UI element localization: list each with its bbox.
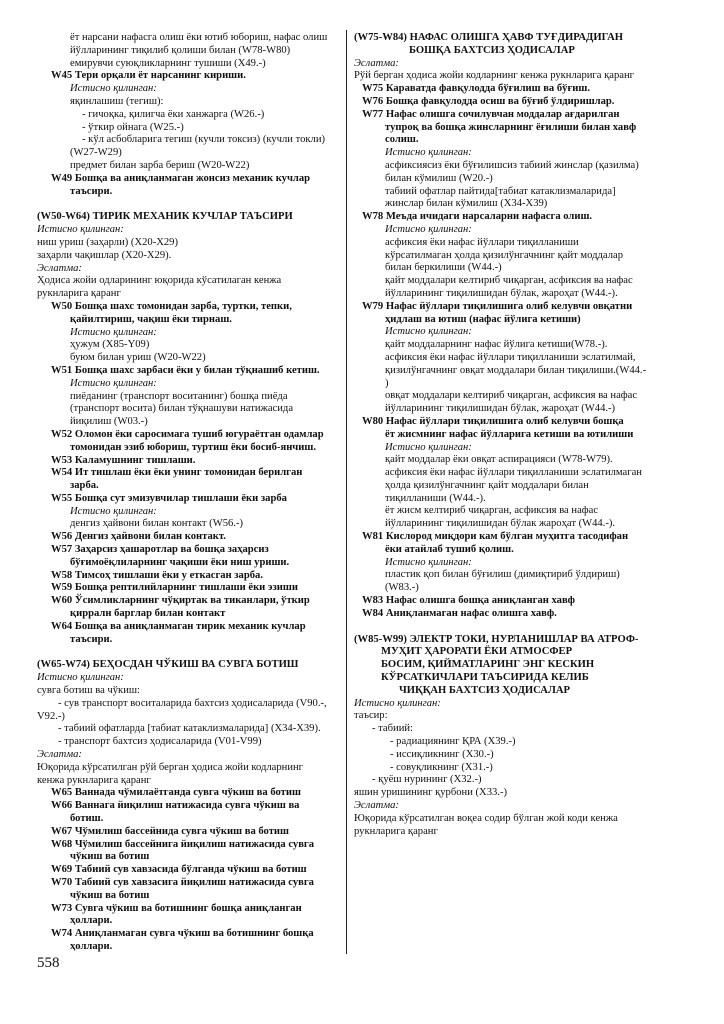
right-text-line: қайт моддалар ёки овқат аспирацияси (W78-W79). (385, 454, 613, 466)
left-text-line: яқинлашиш (тегиш): (70, 95, 164, 107)
left-code-entry-line: W60 Ўсимликларнинг чўқиртак ва тиканлари, ўткир (51, 595, 310, 607)
right-code-entry-line: W78 Меъда ичидаги нарсаларни нафасга олиш. (362, 211, 593, 223)
left-code-entry-line: W52 Оломон ёки саросимага тушиб югураётган одамлар (51, 428, 324, 440)
left-note-label-line: Истисно қилинган: (70, 326, 157, 338)
section-spacer (37, 198, 337, 211)
right-text-line: таъсир: (354, 710, 388, 722)
right-text-line: овқат моддалари келтириб чиқарган, асфиксия ва нафас (385, 390, 638, 402)
left-text-line: рукнларига қаранг (37, 288, 121, 300)
right-code-entry-line: тупроқ ва бошқа жинсларнинг ёғилиши билан хавф (385, 121, 637, 133)
right-text-line: қайт моддаларнинг нафас йўлига кетиши(W78.-). (385, 339, 608, 351)
left-text-line: V92.-) (37, 710, 65, 722)
left-code-entry-line: W70 Табиий сув хавзасига йиқилиш натижасида сувга (51, 877, 314, 888)
right-note-label-line: Эслатма: (354, 57, 399, 69)
right-text-line: қизилўнгачнинг овқат моддалари билан тиқилиши.(W44.- (385, 364, 647, 376)
right-note-label-line: Истисно қилинган: (385, 326, 472, 338)
left-code-entry-line: W68 Чўмилиш бассейнига йиқилиш натижасида сувга (51, 838, 315, 850)
right-text-line: асфиксия ёки нафас йўллари тиқилланиши (385, 236, 579, 248)
right-text-line: йўлларининг тиқилишидан бўлак, жароҳат (W44.-) (385, 403, 616, 415)
left-text-line: кенжа рукнларига қаранг (37, 774, 151, 786)
column-divider (346, 30, 347, 954)
left-code-entry-line: таъсири. (70, 185, 113, 197)
right-code-entry-line: W79 Нафас йўллари тиқилишига олиб келувчи овқатни (362, 300, 633, 312)
right-text-line: тиқилланиши (W44.-). (385, 492, 486, 504)
left-code-entry-line: W57 Заҳарсиз ҳашаротлар ва бошқа заҳарсиз (51, 544, 269, 556)
left-text-line: пиёданинг (транспорт воситанинг) бошқа пиёда (70, 390, 288, 402)
right-column (354, 32, 672, 838)
left-text-line: сувга ботиш ва чўкиш: (37, 685, 140, 697)
right-text-line: билан кўмилиш (W20.-) (385, 172, 493, 184)
left-text-line: (W27-W29) (70, 147, 122, 159)
left-text-line: йиқилиш (W03.-) (70, 416, 148, 428)
left-text-line: - сув транспорт воситаларида бахтсиз ҳодисаларида (V90.-, (58, 697, 327, 709)
right-text-line: жинслар билан кўмилиш (X34-X39) (385, 198, 548, 210)
left-text-line: буюм билан уриш (W20-W22) (70, 352, 206, 364)
left-text-line: - транспорт бахтсиз ҳодисаларида (V01-V99) (58, 736, 262, 748)
right-text-line: кўрсатилмаган ҳолда қизилўнгачнинг қайт моддалар (385, 249, 623, 261)
page-number: 558 (37, 955, 60, 971)
left-code-entry-line: W67 Чўмилиш бассейнида сувга чўкиш ва ботиш (51, 825, 289, 837)
left-text-line: ниш уриш (заҳарли) (X20-X29) (37, 236, 178, 248)
left-code-entry-line: W58 Тимсоҳ тишлаши ёки у еткасган зарба. (51, 569, 263, 581)
left-code-entry-line: бўғимоёқлиларнинг чақиши ёки ниш уриши. (70, 556, 290, 568)
right-text-line: асфиксия ёки нафас йўллари тиқилланиши эслатилмай, (385, 351, 636, 363)
left-code-entry-line: W74 Аниқланмаган сувга чўкиш ва ботишнинг бошқа (51, 928, 314, 940)
right-text-line: пластик қоп билан бўғилиш (димиқтириб ўлдириш) (385, 569, 620, 581)
right-code-entry-line: W75 Караватда фавқулодда бўғилиш ва бўғиш. (362, 83, 590, 95)
left-note-label-line: Истисно қилинган: (70, 505, 157, 517)
right-text-line: - қуёш нурининг (X32.-) (372, 774, 482, 786)
left-note-label-line: Истисно қилинган: (70, 83, 157, 95)
right-code-entry-line: ёки атайлаб тушиб қолиш. (385, 543, 514, 555)
right-text-line: табиий офатлар пайтида[табиат катаклизмаларида] (385, 185, 616, 197)
right-code-entry-line: ҳидлаш ва ютиш (нафас йўлига кетиши) (385, 313, 581, 325)
right-code-entry-line: W76 Бошқа фавқулодда осиш ва бўғиб ўлдиришлар. (362, 95, 615, 107)
right-text-line: асфиксия ёки нафас йўллари тиқилланиши эслатилмаган (385, 467, 642, 479)
right-text-line: ёт жисм келтириб чиқарган, асфиксия ва нафас (385, 505, 599, 517)
right-text-line: йўлларининг тиқилишидан бўлак, жароҳат (W44.-). (385, 287, 618, 299)
left-code-entry-line: W69 Табиий сув хавзасида бўлганда чўкиш ва ботиш (51, 864, 307, 876)
left-code-entry-line: W54 Ит тишлаш ёки ёки унинг томонидан берилган (51, 467, 303, 479)
right-code-entry-line: W83 Нафас олишга бошқа аниқланган хавф (362, 595, 575, 607)
right-section-heading-line: (W75-W84) НАФАС ОЛИШГА ҲАВФ ТУҒДИРАДИГАН (354, 32, 624, 43)
right-code-entry-line: солиш. (385, 134, 419, 146)
right-text-line: Рўй берган ҳодиса жойи кодларнинг кенжа рукнларига қаранг (354, 70, 634, 82)
left-text-line: - табиий офатларда [табиат катаклизмаларида] (X34-X39). (58, 723, 321, 735)
left-text-line: ҳужум (X85-Y09) (70, 339, 150, 351)
left-code-entry-line: W64 Бошқа ва аниқланмаган тирик механик кучлар (51, 620, 306, 632)
right-text-line: асфиксиясиз ёки бўғилишсиз табиий жинслар (қазилма) (385, 159, 639, 171)
left-text-line: - ўткир ойнага (W25.-) (82, 121, 184, 133)
right-section-heading-line: ЧИҚҚАН БАХТСИЗ ҲОДИСАЛАР (399, 684, 570, 696)
left-code-entry-line: ҳоллари. (70, 915, 113, 927)
left-code-entry-line: W45 Тери орқали ёт нарсанинг кириши. (51, 70, 246, 82)
right-note-label-line: Истисно қилинган: (385, 147, 472, 159)
right-code-entry-line: W81 Кислород миқдори кам бўлган муҳитга тасодифан (362, 531, 629, 543)
left-note-label-line: Эслатма: (37, 749, 82, 761)
left-code-entry-line: қайилтириш, чақиш ёки тирнаш. (70, 313, 232, 325)
right-text-line: - совуқликнинг (X31.-) (390, 761, 493, 773)
left-text-line: заҳарли чақишлар (X20-X29). (37, 249, 172, 261)
right-text-line: - табиий: (372, 723, 413, 735)
left-code-entry-line: томонидан эзиб юбориш, туртиш ёки босиб-янчиш. (70, 441, 316, 453)
left-code-entry-line: ботиш. (70, 813, 104, 825)
left-code-entry-line: қирралн барглар билан контакт (70, 608, 226, 620)
left-note-label-line: Эслатма: (37, 262, 82, 274)
left-text-line: ёт нарсани нафасга олиш ёки ютиб юбориш, нафас олиш (70, 32, 328, 43)
right-section-heading-line: (W85-W99) ЭЛЕКТР ТОКИ, НУРЛАНИШЛАР ВА АТРОФ- (354, 633, 639, 645)
right-note-label-line: Истисно қилинган: (385, 441, 472, 453)
right-note-label-line: Истисно қилинган: (385, 556, 472, 568)
left-code-entry-line: W59 Бошқа рептилийларнинг тишлаши ёки эзиши (51, 582, 298, 594)
left-note-label-line: Истисно қилинган: (37, 224, 124, 236)
left-text-line: денгиз ҳайвони билан контакт (W56.-) (70, 518, 244, 530)
left-code-entry-line: таъсири. (70, 633, 113, 645)
right-code-entry-line: W80 Нафас йўллари тиқилишига олиб келувчи бошқа (362, 415, 624, 427)
left-note-label-line: Истисно қилинган: (37, 672, 124, 684)
right-text-line: рукнларига қаранг (354, 825, 438, 837)
right-section-heading-line: БОШҚА БАХТСИЗ ҲОДИСАЛАР (409, 44, 575, 56)
left-code-entry-line: W66 Ваннага йиқилиш натижасида сувга чўкиш ва (51, 800, 300, 812)
right-text-line: яшин уришининг қурбони (X33.-) (354, 787, 507, 799)
right-note-label-line: Истисно қилинган: (385, 223, 472, 235)
left-code-entry-line: W65 Ваннада чўмилаётганда сувга чўкиш ва ботиш (51, 787, 301, 799)
left-code-entry-line: W51 Бошқа шахс зарбаси ёки у билан тўқнашиб кетиш. (51, 364, 320, 376)
left-section-heading-line: (W50-W64) ТИРИК МЕХАНИК КУЧЛАР ТАЪСИРИ (37, 211, 293, 223)
left-code-entry-line: W56 Денгиз ҳайвони билан контакт. (51, 531, 226, 543)
right-note-label-line: Истисно қилинган: (354, 697, 441, 709)
right-note-label-line: Эслатма: (354, 800, 399, 812)
left-text-line: Ҳодиса жойи одларининг юқорида кўсатилаган кенжа (37, 275, 282, 287)
left-code-entry-line: W50 Бошқа шахс томонидан зарба, туртки, тепки, (51, 300, 292, 312)
left-code-entry-line: чўкиш ва ботиш (70, 889, 150, 901)
left-code-entry-line: W49 Бошқа ва аниқланмаган жонсиз механик кучлар (51, 172, 311, 184)
right-text-line: билан беркилиши (W44.-) (385, 262, 502, 274)
right-text-line: Юқорида кўрсатилган воқеа содир бўлган жой коди кенжа (354, 812, 618, 824)
left-code-entry-line: W55 Бошқа сут эмизувчилар тишлаши ёки зарба (51, 492, 287, 504)
left-text-line: Юқорида кўрсатилган рўй берган ҳодиса жойи кодларнинг (37, 761, 304, 773)
right-code-entry-line: W77 Нафас олишга сочилувчан моддалар ағдарилган (362, 108, 620, 120)
left-code-entry-line: W73 Сувга чўкиш ва ботишнинг бошқа аниқланган (51, 902, 302, 914)
right-section-heading-line: МУҲИТ ҲАРОРАТИ ЁКИ АТМОСФЕР (381, 646, 573, 658)
left-text-line: (транспорт восита) билан тўқнашуви натижасида (70, 403, 294, 415)
right-code-entry-line: W84 Аниқланмаган нафас олишга хавф. (362, 607, 557, 619)
section-spacer (37, 646, 337, 659)
right-text-line: қайт моддалари келтириб чиқарган, асфиксия ва нафас (385, 275, 633, 287)
left-column (37, 32, 337, 954)
section-spacer (354, 621, 672, 634)
left-code-entry-line: W53 Каламушнинг тишлаши. (51, 454, 196, 466)
right-section-heading-line: БОСИМ, ҚИЙМАТЛАРИНГ ЭНГ КЕСКИН (381, 659, 595, 671)
right-code-entry-line: ёт жисмнинг нафас йўлларига кетиши ва ютилиши (385, 428, 634, 440)
left-note-label-line: Истисно қилинган: (70, 377, 157, 389)
left-text-line: - гичоқка, қилигча ёки ханжарга (W26.-) (82, 108, 265, 120)
right-text-line: (W83.-) (385, 582, 419, 594)
left-code-entry-line: ҳоллари. (70, 940, 113, 952)
left-text-line: емирувчи суюқликларнинг тушиши (X49.-) (70, 57, 266, 69)
left-section-heading-line: (W65-W74) БЕҲОСДАН ЧЎКИШ ВА СУВГА БОТИШ (37, 659, 299, 671)
left-text-line: предмет билан зарба бериш (W20-W22) (70, 159, 250, 171)
left-text-line: - кўл асбобларига тегиш (кучли токсиз) (кучли токли) (82, 134, 326, 146)
right-text-line: ҳолда қизилўнгачнинг қайт моддалари билан (385, 479, 589, 491)
left-code-entry-line: зарба. (70, 480, 99, 492)
right-text-line: - иссиқликнинг (X30.-) (390, 748, 494, 760)
right-text-line: - радиациянинг ҚРА (X39.-) (390, 736, 516, 748)
right-text-line: йўлларининг тиқилишидан бўлак жароҳат (W44.-). (385, 518, 616, 530)
right-text-line: ) (385, 377, 389, 389)
left-text-line: йўлларининг тиқилиб қолиши билан (W78-W80) (70, 44, 291, 56)
right-section-heading-line: КЎРСАТКИЧЛАРИ ТАЪСИРИДА КЕЛИБ (381, 672, 589, 684)
left-code-entry-line: чўкиш ва ботиш (70, 851, 150, 863)
